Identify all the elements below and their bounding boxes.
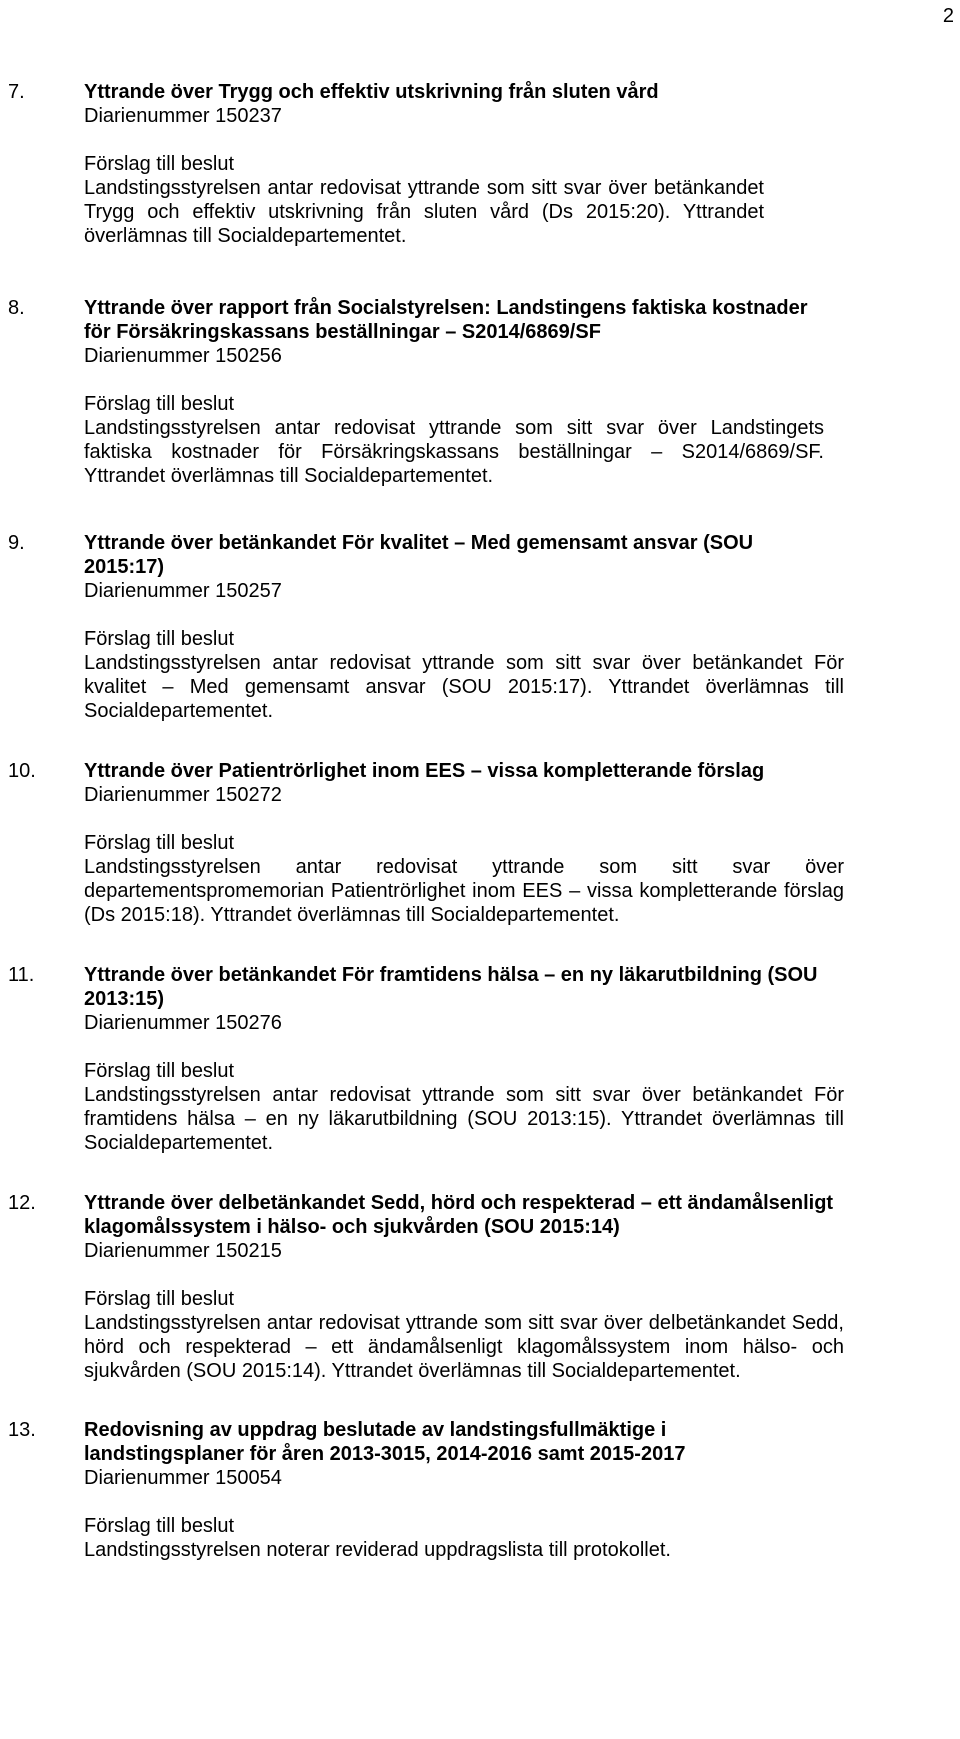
item-number: 10. [8,760,36,782]
item-number: 8. [8,297,25,319]
proposal-label: Förslag till beslut [84,153,235,175]
diary-number: Diarienummer 150215 [84,1240,282,1262]
item-number: 13. [8,1419,36,1441]
diary-number: Diarienummer 150237 [84,105,282,127]
item-title: Redovisning av uppdrag beslutade av landstingsfullmäktige i landstingsplaner för åren 2013-3015, 2014-2016 samt 2015-2017 [84,1419,686,1465]
proposal-text: Landstingsstyrelsen antar redovisat yttrande som sitt svar över delbetänkandet Sedd, hörd och respekterad – ett ändamålsenligt klagomålssystem inom hälso- och sjukvården (SOU 2015:14). Yttrandet överlämnas till Socialdepartementet. [84,1312,844,1382]
item-number: 9. [8,532,25,554]
proposal-text: Landstingsstyrelsen noterar reviderad uppdragslista till protokollet. [84,1539,671,1561]
diary-number: Diarienummer 150257 [84,580,282,602]
diary-number: Diarienummer 150272 [84,784,282,806]
proposal-label: Förslag till beslut [84,1060,235,1082]
page-number: 2 [942,5,954,27]
item-title: Yttrande över betänkandet För kvalitet – Med gemensamt ansvar (SOU 2015:17) [84,532,754,578]
diary-number: Diarienummer 150256 [84,345,282,367]
item-title: Yttrande över rapport från Socialstyrelsen: Landstingens faktiska kostnader för Försäkringskassans beställningar – S2014/6869/SF [84,297,808,343]
proposal-label: Förslag till beslut [84,628,235,650]
item-number: 11. [8,964,35,986]
proposal-label: Förslag till beslut [84,832,235,854]
proposal-text: Landstingsstyrelsen antar redovisat yttrande som sitt svar över betänkandet För kvalitet – Med gemensamt ansvar (SOU 2015:17). Yttrandet överlämnas till Socialdepartementet. [84,652,844,722]
item-title: Yttrande över Patientrörlighet inom EES – vissa kompletterande förslag [84,760,765,782]
item-number: 12. [8,1192,36,1214]
item-number: 7. [8,81,25,103]
diary-number: Diarienummer 150054 [84,1467,282,1489]
proposal-text: Landstingsstyrelsen antar redovisat yttrande som sitt svar över betänkandet För framtidens hälsa – en ny läkarutbildning (SOU 2013:15). Yttrandet överlämnas till Socialdepartementet. [84,1084,844,1154]
item-title: Yttrande över Trygg och effektiv utskrivning från sluten vård [84,81,659,103]
proposal-text: Landstingsstyrelsen antar redovisat yttrande som sitt svar över Landstingets faktiska kostnader för Försäkringskassans beställningar – S2014/6869/SF. Yttrandet överlämnas till Socialdepartementet. [84,417,824,487]
proposal-text: Landstingsstyrelsen antar redovisat yttrande som sitt svar över betänkandet Trygg och effektiv utskrivning från sluten vård (Ds 2015:20). Yttrandet överlämnas till Socialdepartementet. [84,177,764,247]
item-title: Yttrande över delbetänkandet Sedd, hörd och respekterad – ett ändamålsenligt klagomålssystem i hälso- och sjukvården (SOU 2015:14) [84,1192,834,1238]
proposal-label: Förslag till beslut [84,393,235,415]
proposal-label: Förslag till beslut [84,1288,235,1310]
item-title: Yttrande över betänkandet För framtidens hälsa – en ny läkarutbildning (SOU 2013:15) [84,964,818,1010]
proposal-text: Landstingsstyrelsen antar redovisat yttrande som sitt svar över departementspromemorian Patientrörlighet inom EES – vissa kompletterande förslag (Ds 2015:18). Yttrandet överlämnas till Socialdepartementet. [84,856,844,926]
proposal-label: Förslag till beslut [84,1515,235,1537]
diary-number: Diarienummer 150276 [84,1012,282,1034]
